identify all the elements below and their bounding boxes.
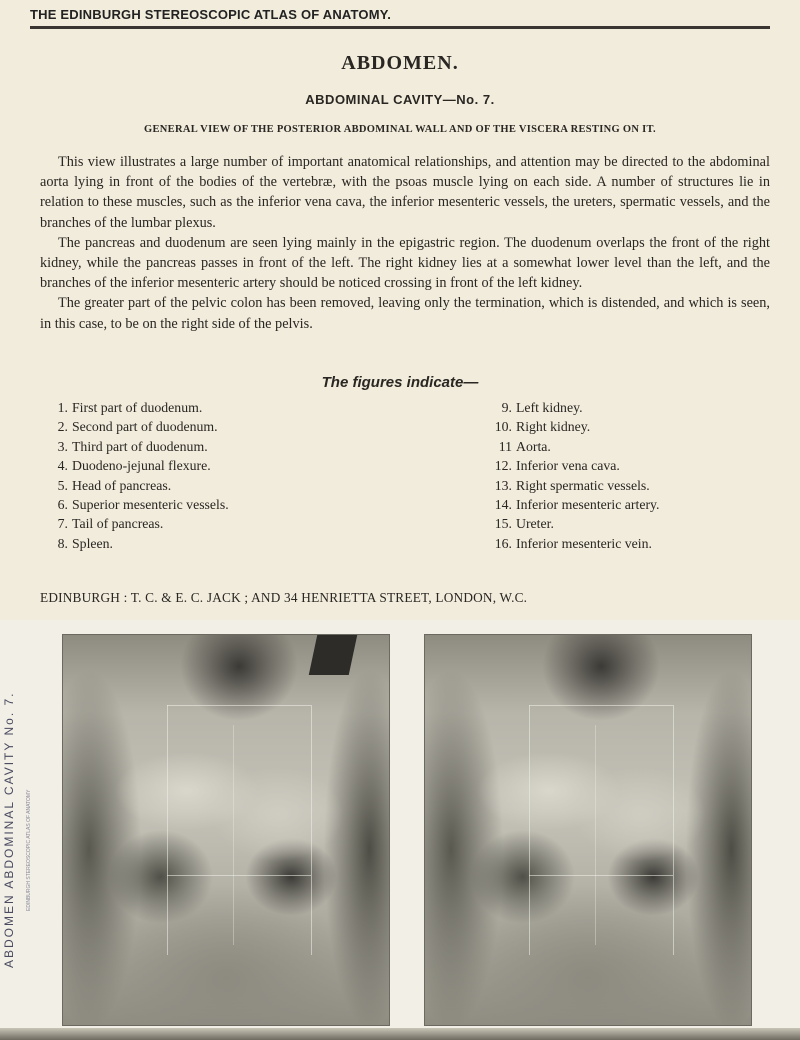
photo-guide-line xyxy=(529,705,673,706)
header-series-title: THE EDINBURGH STEREOSCOPIC ATLAS OF ANATOMY. xyxy=(30,7,392,22)
photo-guide-line xyxy=(233,725,234,945)
plate-subtitle: ABDOMINAL CAVITY—No. 7. xyxy=(305,92,495,107)
legend-item xyxy=(46,476,229,495)
photo-dark-region xyxy=(309,635,358,675)
legend-item xyxy=(490,437,660,456)
plate-view-caption: GENERAL VIEW OF THE POSTERIOR ABDOMINAL WALL AND OF THE VISCERA RESTING ON IT. xyxy=(144,124,656,135)
legend-label: Spleen. xyxy=(72,535,113,551)
photo-guide-line xyxy=(595,725,596,945)
photo-guide-line xyxy=(167,875,311,876)
legend-label: Duodeno-jejunal flexure. xyxy=(72,458,211,474)
legend-item xyxy=(490,534,660,553)
legend-label: Aorta. xyxy=(516,438,551,454)
legend-label: Tail of pancreas. xyxy=(72,516,164,532)
legend-item xyxy=(46,456,229,475)
legend-label: Ureter. xyxy=(516,516,554,532)
photo-guide-line xyxy=(167,705,168,955)
legend-number: 12. xyxy=(494,458,512,474)
legend-item xyxy=(490,417,660,436)
legend-number: 1. xyxy=(57,400,68,415)
legend-label: Head of pancreas. xyxy=(72,477,172,493)
side-label-text: ABDOMEN ABDOMINAL CAVITY No. 7. xyxy=(2,691,16,969)
legend-item xyxy=(490,476,660,495)
legend-label: Right kidney. xyxy=(516,419,591,435)
legend-label: Second part of duodenum. xyxy=(72,419,218,435)
photo-guide-line xyxy=(673,705,674,955)
stereo-photo-left xyxy=(62,634,390,1026)
legend-label: Third part of duodenum. xyxy=(72,438,208,454)
description xyxy=(40,152,770,334)
legend-label: Right spermatic vessels. xyxy=(516,477,650,493)
legend-column-left xyxy=(46,398,229,553)
legend-label: Inferior mesenteric artery. xyxy=(516,497,660,513)
legend-number: 2. xyxy=(57,419,68,435)
legend-label: Inferior vena cava. xyxy=(516,458,620,474)
legend-number: 5. xyxy=(57,477,68,493)
plate-region-title: ABDOMEN. xyxy=(341,52,459,74)
legend-label: Left kidney. xyxy=(516,400,583,415)
legend-item xyxy=(46,398,229,417)
legend-item xyxy=(490,456,660,475)
photo-guide-line xyxy=(529,875,673,876)
legend-label: Superior mesenteric vessels. xyxy=(72,497,229,513)
legend-number: 10. xyxy=(494,419,512,435)
legend-item xyxy=(46,437,229,456)
legend-item xyxy=(46,534,229,553)
header-rule xyxy=(30,26,770,29)
description-paragraph-3: The greater part of the pelvic colon has been removed, leaving only the termination, which is distended, and which is seen, in this case, to be on the right side of the pelvis. xyxy=(40,295,770,332)
legend-heading: The figures indicate— xyxy=(321,374,479,391)
legend-item xyxy=(490,495,660,514)
legend-label: Inferior mesenteric vein. xyxy=(516,535,652,551)
legend-number: 14. xyxy=(494,497,512,513)
legend-item xyxy=(46,514,229,533)
photo-guide-line xyxy=(529,705,530,955)
stereo-photo-right xyxy=(424,634,752,1026)
publisher-line: EDINBURGH : T. C. & E. C. JACK ; AND 34 HENRIETTA STREET, LONDON, W.C. xyxy=(40,590,528,605)
legend-number: 9. xyxy=(501,400,512,415)
legend-number: 4. xyxy=(57,458,68,474)
description-paragraph-1: This view illustrates a large number of important anatomical relationships, and attention may be directed to the abdominal aorta lying in front of the bodies of the vertebræ, with the psoas muscle lying on each side. A number of structures lie in relation to these muscles, such as the inferior vena cava, the inferior mesenteric vessels, the ureters, spermatic vessels, and the branches of the lumbar plexus. xyxy=(40,154,770,231)
legend-number: 6. xyxy=(57,497,68,513)
description-paragraph-2: The pancreas and duodenum are seen lying mainly in the epigastric region. The duodenum overlaps the front of the right kidney, while the pancreas passes in front of the left. The right kidney lies at a somewhat lower level than the left, and the branches of the inferior mesenteric artery should be noticed crossing in front of the left kidney. xyxy=(40,234,770,292)
legend-number: 7. xyxy=(57,516,68,532)
legend-item xyxy=(490,514,660,533)
photo-guide-line xyxy=(311,705,312,955)
legend-number: 11 xyxy=(498,438,512,454)
legend-item xyxy=(46,495,229,514)
legend-column-right xyxy=(490,398,660,553)
legend-label: First part of duodenum. xyxy=(72,400,203,415)
photo-guide-line xyxy=(167,705,311,706)
legend-number: 16. xyxy=(494,535,512,551)
legend-number: 13. xyxy=(494,477,512,493)
legend-number: 3. xyxy=(57,438,68,454)
card-bottom-edge xyxy=(0,1028,800,1040)
legend-number: 15. xyxy=(494,516,512,532)
stereo-side-label xyxy=(0,640,30,1020)
legend-item xyxy=(490,398,660,417)
legend-item xyxy=(46,417,229,436)
side-fine-print: EDINBURGH STEREOSCOPIC ATLAS OF ANATOMY xyxy=(26,789,32,911)
legend-number: 8. xyxy=(57,535,68,551)
